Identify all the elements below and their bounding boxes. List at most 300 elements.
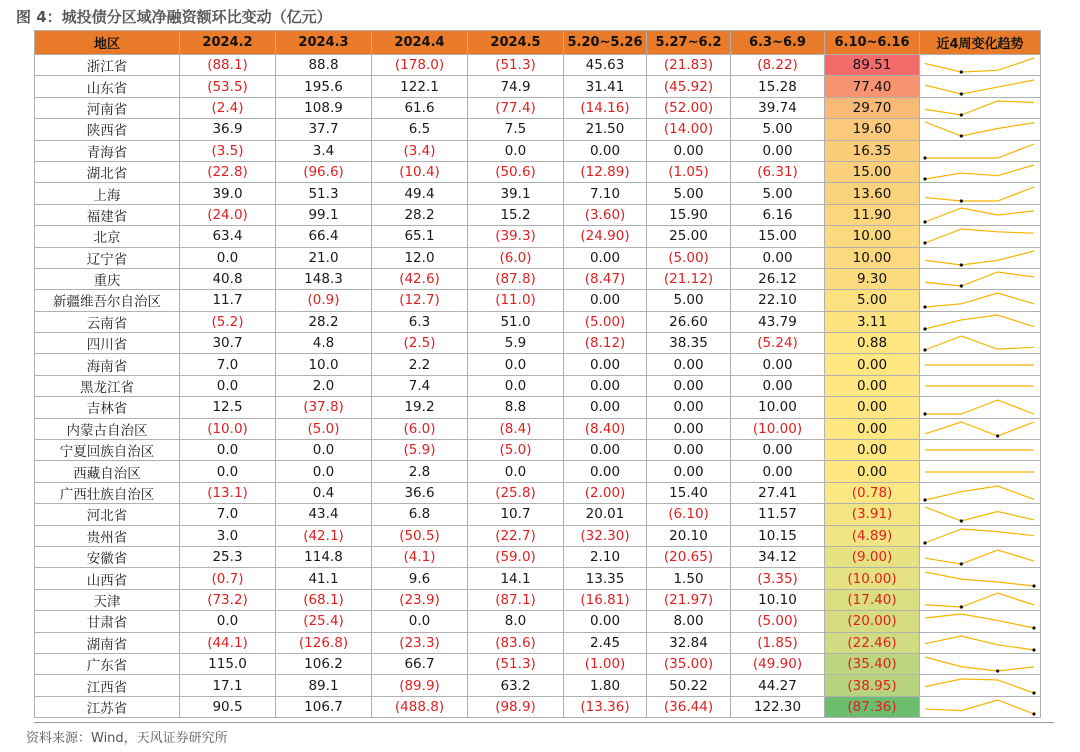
- sparkline-path: [925, 700, 1034, 714]
- sparkline-path: [925, 187, 1034, 201]
- table-row: [35, 653, 1041, 674]
- value-cell: (21.97): [647, 589, 731, 610]
- table-row: [35, 440, 1041, 461]
- value-cell: (22.8): [180, 161, 276, 182]
- region-name: 山西省: [35, 568, 180, 589]
- value-cell: 9.6: [372, 568, 468, 589]
- value-cell: 20.10: [647, 525, 731, 546]
- sparkline-low-marker: [960, 199, 963, 202]
- table-row: [35, 632, 1041, 653]
- sparkline-path: [925, 657, 1034, 671]
- trend-sparkline-cell: [920, 140, 1041, 161]
- value-cell: 2.2: [372, 354, 468, 375]
- value-cell: (45.92): [647, 76, 731, 97]
- value-cell: (2.5): [372, 333, 468, 354]
- value-cell: (77.4): [468, 97, 564, 118]
- sparkline-low-marker: [960, 605, 963, 608]
- value-cell: 21.0: [276, 247, 372, 268]
- value-cell: 1.50: [647, 568, 731, 589]
- sparkline-low-marker: [923, 327, 926, 330]
- region-name: 黑龙江省: [35, 375, 180, 396]
- value-cell: (14.16): [564, 97, 647, 118]
- trend-sparkline: [920, 290, 1039, 310]
- trend-sparkline-cell: [920, 55, 1041, 76]
- value-cell: (23.9): [372, 589, 468, 610]
- value-cell: 0.0: [468, 140, 564, 161]
- trend-sparkline-cell: [920, 290, 1041, 311]
- column-header: 6.10~6.16: [825, 31, 920, 55]
- trend-sparkline: [920, 419, 1039, 439]
- latest-week-value: 11.90: [825, 204, 920, 225]
- value-cell: 74.9: [468, 76, 564, 97]
- value-cell: (32.30): [564, 525, 647, 546]
- value-cell: 0.0: [468, 461, 564, 482]
- value-cell: (44.1): [180, 632, 276, 653]
- table-row: [35, 418, 1041, 439]
- value-cell: 0.0: [180, 375, 276, 396]
- column-header: 近4周变化趋势: [920, 31, 1041, 55]
- region-name: 海南省: [35, 354, 180, 375]
- value-cell: (3.4): [372, 140, 468, 161]
- value-cell: 25.00: [647, 226, 731, 247]
- value-cell: 0.00: [647, 461, 731, 482]
- table-row: [35, 611, 1041, 632]
- value-cell: (5.2): [180, 311, 276, 332]
- trend-sparkline-cell: [920, 418, 1041, 439]
- sparkline-path: [925, 251, 1034, 265]
- value-cell: (25.8): [468, 482, 564, 503]
- value-cell: 0.00: [647, 418, 731, 439]
- latest-week-value: 3.11: [825, 311, 920, 332]
- trend-sparkline-cell: [920, 119, 1041, 140]
- trend-sparkline-cell: [920, 311, 1041, 332]
- sparkline-low-marker: [1032, 627, 1035, 630]
- value-cell: 49.4: [372, 183, 468, 204]
- trend-sparkline-cell: [920, 504, 1041, 525]
- sparkline-path: [925, 679, 1034, 693]
- column-header: 2024.4: [372, 31, 468, 55]
- sparkline-path: [925, 593, 1034, 607]
- value-cell: 0.00: [647, 140, 731, 161]
- value-cell: (4.1): [372, 546, 468, 567]
- value-cell: 114.8: [276, 546, 372, 567]
- trend-sparkline: [920, 376, 1039, 396]
- value-cell: 50.22: [647, 675, 731, 696]
- region-name: 北京: [35, 226, 180, 247]
- trend-sparkline-cell: [920, 354, 1041, 375]
- region-name: 浙江省: [35, 55, 180, 76]
- table-row: [35, 397, 1041, 418]
- value-cell: 0.00: [731, 140, 825, 161]
- trend-sparkline-cell: [920, 76, 1041, 97]
- value-cell: (6.0): [372, 418, 468, 439]
- trend-sparkline: [920, 248, 1039, 268]
- value-cell: 7.5: [468, 119, 564, 140]
- latest-week-value: (22.46): [825, 632, 920, 653]
- value-cell: 3.0: [180, 525, 276, 546]
- value-cell: 0.0: [468, 354, 564, 375]
- trend-sparkline-cell: [920, 204, 1041, 225]
- latest-week-value: 89.51: [825, 55, 920, 76]
- sparkline-low-marker: [1032, 648, 1035, 651]
- column-header: 2024.3: [276, 31, 372, 55]
- value-cell: 36.6: [372, 482, 468, 503]
- value-cell: 51.3: [276, 183, 372, 204]
- value-cell: 15.40: [647, 482, 731, 503]
- trend-sparkline: [920, 654, 1039, 674]
- value-cell: 26.12: [731, 268, 825, 289]
- trend-sparkline-cell: [920, 183, 1041, 204]
- sparkline-low-marker: [923, 242, 926, 245]
- value-cell: 28.2: [372, 204, 468, 225]
- sparkline-low-marker: [960, 284, 963, 287]
- value-cell: (50.5): [372, 525, 468, 546]
- trend-sparkline-cell: [920, 653, 1041, 674]
- trend-sparkline-cell: [920, 632, 1041, 653]
- value-cell: 15.28: [731, 76, 825, 97]
- value-cell: (0.9): [276, 290, 372, 311]
- value-cell: 15.2: [468, 204, 564, 225]
- value-cell: 31.41: [564, 76, 647, 97]
- value-cell: (36.44): [647, 696, 731, 717]
- trend-sparkline-cell: [920, 397, 1041, 418]
- value-cell: 0.00: [647, 440, 731, 461]
- value-cell: (51.3): [468, 55, 564, 76]
- trend-sparkline: [920, 397, 1039, 417]
- latest-week-value: 0.00: [825, 418, 920, 439]
- value-cell: (53.5): [180, 76, 276, 97]
- value-cell: 0.00: [564, 461, 647, 482]
- value-cell: 7.4: [372, 375, 468, 396]
- value-cell: 32.84: [647, 632, 731, 653]
- value-cell: (5.00): [564, 311, 647, 332]
- trend-sparkline-cell: [920, 375, 1041, 396]
- region-name: 西藏自治区: [35, 461, 180, 482]
- value-cell: (5.9): [372, 440, 468, 461]
- sparkline-path: [925, 80, 1034, 94]
- trend-sparkline: [920, 119, 1039, 139]
- region-name: 吉林省: [35, 397, 180, 418]
- sparkline-path: [925, 422, 1034, 436]
- value-cell: 66.7: [372, 653, 468, 674]
- trend-sparkline: [920, 141, 1039, 161]
- value-cell: 7.0: [180, 354, 276, 375]
- value-cell: (8.47): [564, 268, 647, 289]
- value-cell: (10.0): [180, 418, 276, 439]
- value-cell: (24.90): [564, 226, 647, 247]
- value-cell: 15.90: [647, 204, 731, 225]
- column-header: 2024.2: [180, 31, 276, 55]
- table-row: [35, 268, 1041, 289]
- trend-sparkline: [920, 547, 1039, 567]
- value-cell: (3.5): [180, 140, 276, 161]
- bottom-rule: [34, 722, 1054, 723]
- value-cell: 43.4: [276, 504, 372, 525]
- trend-sparkline-cell: [920, 226, 1041, 247]
- value-cell: 99.1: [276, 204, 372, 225]
- value-cell: (50.6): [468, 161, 564, 182]
- header-row: [35, 31, 1041, 55]
- value-cell: (89.9): [372, 675, 468, 696]
- value-cell: 45.63: [564, 55, 647, 76]
- sparkline-path: [925, 58, 1034, 72]
- value-cell: (8.22): [731, 55, 825, 76]
- value-cell: 65.1: [372, 226, 468, 247]
- column-header: 地区: [35, 31, 180, 55]
- trend-sparkline-cell: [920, 97, 1041, 118]
- sparkline-path: [925, 122, 1034, 136]
- value-cell: 0.00: [731, 461, 825, 482]
- value-cell: (178.0): [372, 55, 468, 76]
- trend-sparkline: [920, 697, 1039, 717]
- trend-sparkline: [920, 611, 1039, 631]
- region-name: 广东省: [35, 653, 180, 674]
- value-cell: 2.45: [564, 632, 647, 653]
- trend-sparkline-cell: [920, 611, 1041, 632]
- trend-sparkline: [920, 98, 1039, 118]
- value-cell: 51.0: [468, 311, 564, 332]
- value-cell: 41.1: [276, 568, 372, 589]
- region-name: 新疆维吾尔自治区: [35, 290, 180, 311]
- value-cell: (73.2): [180, 589, 276, 610]
- region-name: 安徽省: [35, 546, 180, 567]
- value-cell: 6.3: [372, 311, 468, 332]
- value-cell: (13.1): [180, 482, 276, 503]
- trend-sparkline: [920, 269, 1039, 289]
- column-header: 5.27~6.2: [647, 31, 731, 55]
- value-cell: (23.3): [372, 632, 468, 653]
- figure-title: 图 4：城投债分区域净融资额环比变动（亿元）: [16, 8, 332, 26]
- region-name: 河南省: [35, 97, 180, 118]
- trend-sparkline: [920, 226, 1039, 246]
- value-cell: 0.00: [564, 354, 647, 375]
- trend-sparkline: [920, 205, 1039, 225]
- table-row: [35, 589, 1041, 610]
- sparkline-low-marker: [960, 135, 963, 138]
- value-cell: (59.0): [468, 546, 564, 567]
- sparkline-low-marker: [923, 220, 926, 223]
- value-cell: 0.0: [180, 247, 276, 268]
- value-cell: (5.00): [731, 611, 825, 632]
- sparkline-path: [925, 165, 1034, 179]
- sparkline-path: [925, 550, 1034, 564]
- trend-sparkline: [920, 184, 1039, 204]
- region-name: 江苏省: [35, 696, 180, 717]
- table-row: [35, 461, 1041, 482]
- value-cell: (2.00): [564, 482, 647, 503]
- value-cell: 19.2: [372, 397, 468, 418]
- trend-sparkline: [920, 312, 1039, 332]
- value-cell: (24.0): [180, 204, 276, 225]
- table-row: [35, 504, 1041, 525]
- trend-sparkline: [920, 483, 1039, 503]
- value-cell: 8.00: [647, 611, 731, 632]
- value-cell: 108.9: [276, 97, 372, 118]
- table-row: [35, 76, 1041, 97]
- value-cell: (5.0): [468, 440, 564, 461]
- value-cell: 20.01: [564, 504, 647, 525]
- value-cell: 44.27: [731, 675, 825, 696]
- table-row: [35, 354, 1041, 375]
- latest-week-value: 13.60: [825, 183, 920, 204]
- value-cell: 0.0: [276, 461, 372, 482]
- data-table: [34, 30, 1041, 718]
- value-cell: 6.8: [372, 504, 468, 525]
- sparkline-low-marker: [923, 178, 926, 181]
- table-row: [35, 204, 1041, 225]
- value-cell: 10.0: [276, 354, 372, 375]
- latest-week-value: 16.35: [825, 140, 920, 161]
- sparkline-low-marker: [960, 113, 963, 116]
- value-cell: 0.4: [276, 482, 372, 503]
- value-cell: (83.6): [468, 632, 564, 653]
- latest-week-value: 29.70: [825, 97, 920, 118]
- value-cell: (68.1): [276, 589, 372, 610]
- latest-week-value: 77.40: [825, 76, 920, 97]
- value-cell: (3.60): [564, 204, 647, 225]
- trend-sparkline: [920, 526, 1039, 546]
- sparkline-low-marker: [960, 520, 963, 523]
- sparkline-low-marker: [923, 413, 926, 416]
- latest-week-value: (9.00): [825, 546, 920, 567]
- latest-week-value: (4.89): [825, 525, 920, 546]
- table-row: [35, 546, 1041, 567]
- value-cell: (37.8): [276, 397, 372, 418]
- value-cell: 106.2: [276, 653, 372, 674]
- value-cell: 3.4: [276, 140, 372, 161]
- value-cell: 0.00: [564, 611, 647, 632]
- table-row: [35, 140, 1041, 161]
- sparkline-low-marker: [923, 498, 926, 501]
- value-cell: 0.00: [564, 140, 647, 161]
- value-cell: 39.1: [468, 183, 564, 204]
- value-cell: (6.0): [468, 247, 564, 268]
- sparkline-low-marker: [923, 306, 926, 309]
- value-cell: (1.85): [731, 632, 825, 653]
- sparkline-path: [925, 293, 1034, 307]
- value-cell: (10.4): [372, 161, 468, 182]
- latest-week-value: 5.00: [825, 290, 920, 311]
- trend-sparkline: [920, 676, 1039, 696]
- value-cell: 39.74: [731, 97, 825, 118]
- value-cell: 12.5: [180, 397, 276, 418]
- value-cell: (14.00): [647, 119, 731, 140]
- region-name: 河北省: [35, 504, 180, 525]
- region-name: 江西省: [35, 675, 180, 696]
- value-cell: (8.40): [564, 418, 647, 439]
- trend-sparkline-cell: [920, 589, 1041, 610]
- value-cell: 88.8: [276, 55, 372, 76]
- column-header: 5.20~5.26: [564, 31, 647, 55]
- latest-week-value: (35.40): [825, 653, 920, 674]
- sparkline-low-marker: [923, 541, 926, 544]
- latest-week-value: (3.91): [825, 504, 920, 525]
- region-name: 重庆: [35, 268, 180, 289]
- sparkline-path: [925, 614, 1034, 628]
- value-cell: 7.0: [180, 504, 276, 525]
- value-cell: (21.83): [647, 55, 731, 76]
- region-name: 四川省: [35, 333, 180, 354]
- value-cell: 0.0: [180, 461, 276, 482]
- value-cell: 106.7: [276, 696, 372, 717]
- value-cell: 22.10: [731, 290, 825, 311]
- value-cell: (1.00): [564, 653, 647, 674]
- sparkline-path: [925, 507, 1034, 521]
- latest-week-value: (17.40): [825, 589, 920, 610]
- table-body: [35, 55, 1041, 718]
- value-cell: 17.1: [180, 675, 276, 696]
- latest-week-value: (10.00): [825, 568, 920, 589]
- value-cell: 10.00: [731, 397, 825, 418]
- latest-week-value: 0.00: [825, 354, 920, 375]
- sparkline-low-marker: [1032, 584, 1035, 587]
- sparkline-path: [925, 529, 1034, 543]
- sparkline-low-marker: [1032, 712, 1035, 715]
- value-cell: 0.00: [647, 354, 731, 375]
- value-cell: 13.35: [564, 568, 647, 589]
- table-row: [35, 568, 1041, 589]
- trend-sparkline-cell: [920, 568, 1041, 589]
- value-cell: 10.10: [731, 589, 825, 610]
- value-cell: 39.0: [180, 183, 276, 204]
- value-cell: 90.5: [180, 696, 276, 717]
- value-cell: 27.41: [731, 482, 825, 503]
- value-cell: 5.00: [731, 183, 825, 204]
- value-cell: 122.30: [731, 696, 825, 717]
- value-cell: 0.00: [564, 290, 647, 311]
- value-cell: (10.00): [731, 418, 825, 439]
- value-cell: 28.2: [276, 311, 372, 332]
- region-name: 山东省: [35, 76, 180, 97]
- value-cell: (42.6): [372, 268, 468, 289]
- column-header: 6.3~6.9: [731, 31, 825, 55]
- value-cell: 36.9: [180, 119, 276, 140]
- value-cell: 15.00: [731, 226, 825, 247]
- value-cell: (49.90): [731, 653, 825, 674]
- value-cell: 0.00: [647, 375, 731, 396]
- region-name: 福建省: [35, 204, 180, 225]
- region-name: 广西壮族自治区: [35, 482, 180, 503]
- trend-sparkline-cell: [920, 696, 1041, 717]
- value-cell: 0.00: [731, 440, 825, 461]
- value-cell: 5.00: [647, 183, 731, 204]
- value-cell: 66.4: [276, 226, 372, 247]
- value-cell: 25.3: [180, 546, 276, 567]
- trend-sparkline-cell: [920, 247, 1041, 268]
- value-cell: 21.50: [564, 119, 647, 140]
- trend-sparkline: [920, 462, 1039, 482]
- table-row: [35, 333, 1041, 354]
- table-row: [35, 482, 1041, 503]
- trend-sparkline: [920, 590, 1039, 610]
- trend-sparkline-cell: [920, 440, 1041, 461]
- value-cell: 195.6: [276, 76, 372, 97]
- trend-sparkline: [920, 55, 1039, 75]
- table-row: [35, 97, 1041, 118]
- value-cell: 2.8: [372, 461, 468, 482]
- value-cell: 0.00: [564, 440, 647, 461]
- value-cell: (87.1): [468, 589, 564, 610]
- value-cell: 122.1: [372, 76, 468, 97]
- sparkline-path: [925, 208, 1034, 222]
- table-row: [35, 290, 1041, 311]
- region-name: 辽宁省: [35, 247, 180, 268]
- value-cell: 2.10: [564, 546, 647, 567]
- table-row: [35, 375, 1041, 396]
- source-note: 资料来源：Wind，天风证券研究所: [26, 731, 228, 746]
- value-cell: 0.00: [564, 247, 647, 268]
- table-row: [35, 696, 1041, 717]
